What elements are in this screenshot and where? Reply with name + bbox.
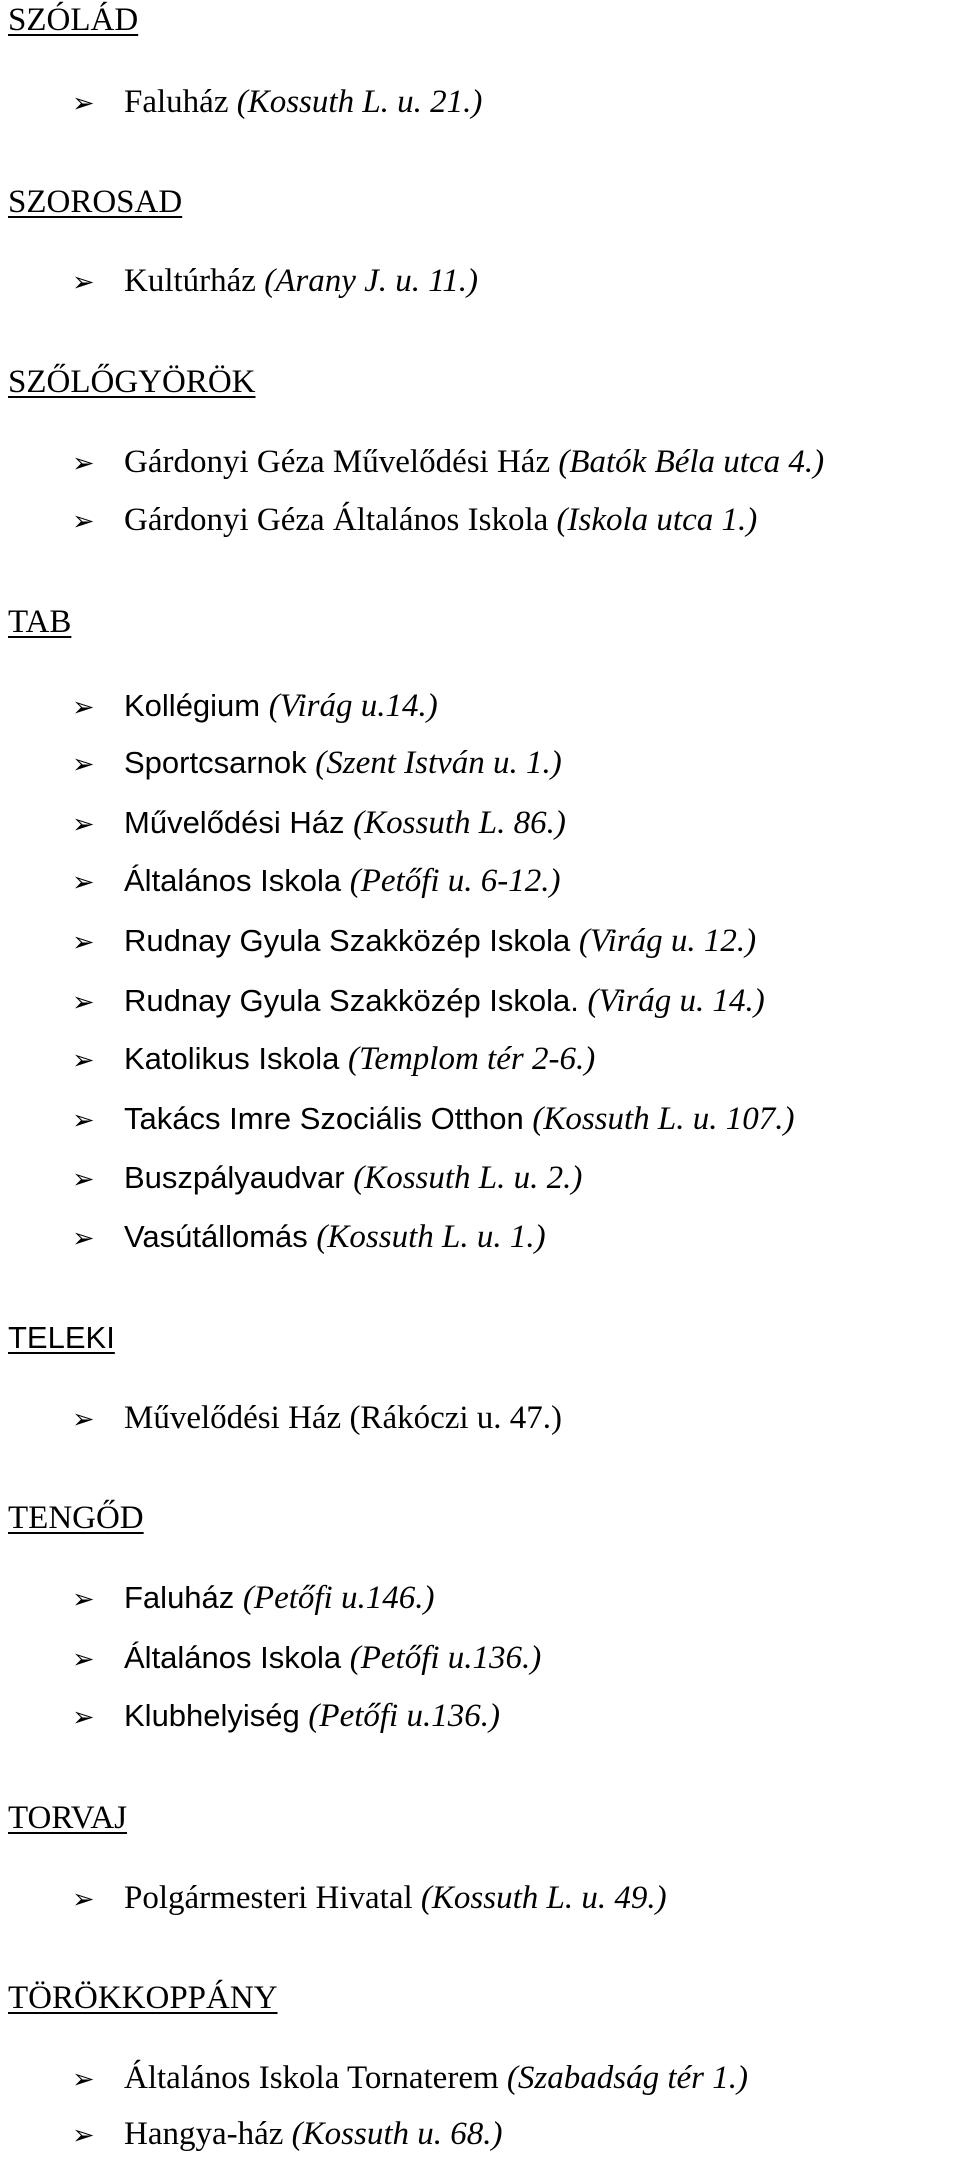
arrow-bullet-icon: ➢ (72, 809, 95, 840)
list-item (72, 1700, 500, 1733)
place-address: (Kossuth L. u. 107.) (532, 1101, 795, 1137)
place-name: Gárdonyi Géza Művelődési Ház (124, 444, 551, 480)
place-address: (Petőfi u.136.) (308, 1698, 500, 1734)
section-heading-tengod: TENGŐD (8, 1500, 144, 1536)
place-name: Kollégium (124, 688, 261, 723)
section-heading-szolad: SZÓLÁD (8, 2, 139, 38)
place-name: Művelődési Ház (124, 805, 345, 840)
arrow-bullet-icon: ➢ (72, 1644, 95, 1675)
place-address: (Petőfi u.136.) (349, 1640, 542, 1676)
place-address: (Arany J. u. 11.) (264, 263, 479, 299)
list-item (72, 1882, 667, 1915)
arrow-bullet-icon: ➢ (72, 749, 95, 780)
section-heading-szologyorok: SZŐLŐGYÖRÖK (8, 364, 256, 400)
arrow-bullet-icon: ➢ (72, 867, 95, 898)
list-item (72, 504, 757, 537)
arrow-bullet-icon: ➢ (72, 692, 95, 723)
place-address: (Virág u. 14.) (587, 983, 765, 1019)
arrow-bullet-icon: ➢ (72, 448, 95, 479)
list-item (72, 1103, 795, 1136)
place-name: Gárdonyi Géza Általános Iskola (124, 502, 549, 538)
list-item (72, 925, 756, 958)
place-name: Faluház (124, 1580, 235, 1615)
list-item (72, 1221, 546, 1254)
place-name: Katolikus Iskola (124, 1041, 340, 1076)
list-item (72, 1402, 562, 1435)
place-name: Kultúrház (124, 263, 256, 299)
list-item (72, 86, 482, 119)
arrow-bullet-icon: ➢ (72, 987, 95, 1018)
list-item (72, 1582, 434, 1615)
list-item (72, 747, 562, 780)
place-address: (Kossuth L. u. 49.) (420, 1880, 667, 1916)
place-name: Polgármesteri Hivatal (124, 1880, 413, 1916)
place-address: (Virág u. 12.) (578, 923, 757, 959)
place-name: Sportcsarnok (124, 745, 307, 780)
place-name: Rudnay Gyula Szakközép Iskola. (124, 983, 579, 1018)
place-name: Általános Iskola (124, 863, 342, 898)
place-address: (Batók Béla utca 4.) (558, 444, 825, 480)
section-heading-szorosad: SZOROSAD (8, 184, 183, 220)
list-item (72, 690, 438, 723)
place-address: (Kossuth u. 68.) (291, 2116, 503, 2152)
arrow-bullet-icon: ➢ (72, 2064, 95, 2095)
list-item (72, 1642, 541, 1675)
section-heading-tab: TAB (8, 604, 72, 640)
list-item (72, 865, 561, 898)
place-address: (Templom tér 2-6.) (348, 1041, 596, 1077)
arrow-bullet-icon: ➢ (72, 1045, 95, 1076)
place-address: (Szabadság tér 1.) (506, 2060, 748, 2096)
place-address: (Kossuth L. 86.) (353, 805, 566, 841)
arrow-bullet-icon: ➢ (72, 1164, 95, 1195)
list-item (72, 265, 478, 298)
arrow-bullet-icon: ➢ (72, 267, 95, 298)
arrow-bullet-icon: ➢ (72, 1884, 95, 1915)
list-item (72, 1043, 595, 1076)
place-address: (Kossuth L. u. 21.) (236, 84, 483, 120)
arrow-bullet-icon: ➢ (72, 927, 95, 958)
place-address: (Kossuth L. u. 2.) (353, 1160, 583, 1196)
place-name: Művelődési Ház (Rákóczi u. 47.) (124, 1400, 563, 1436)
place-name: Buszpályaudvar (124, 1160, 345, 1195)
arrow-bullet-icon: ➢ (72, 1404, 95, 1435)
place-address: (Iskola utca 1.) (556, 502, 758, 538)
place-name: Faluház (124, 84, 229, 120)
arrow-bullet-icon: ➢ (72, 1105, 95, 1136)
list-item (72, 446, 824, 479)
list-item (72, 2118, 503, 2151)
place-name: Vasútállomás (124, 1219, 308, 1254)
arrow-bullet-icon: ➢ (72, 506, 95, 537)
list-item (72, 807, 566, 840)
arrow-bullet-icon: ➢ (72, 88, 95, 119)
section-heading-torokkoppany: TÖRÖKKOPPÁNY (8, 1980, 278, 2016)
arrow-bullet-icon: ➢ (72, 2120, 95, 2151)
arrow-bullet-icon: ➢ (72, 1223, 95, 1254)
place-address: (Szent István u. 1.) (315, 745, 562, 781)
arrow-bullet-icon: ➢ (72, 1584, 95, 1615)
place-name: Takács Imre Szociális Otthon (124, 1101, 524, 1136)
place-name: Általános Iskola (124, 1640, 342, 1675)
place-name: Hangya-ház (124, 2116, 284, 2152)
place-address: (Virág u.14.) (268, 688, 438, 724)
arrow-bullet-icon: ➢ (72, 1702, 95, 1733)
place-address: (Petőfi u.146.) (242, 1580, 435, 1616)
list-item (72, 1162, 582, 1195)
place-address: (Petőfi u. 6-12.) (349, 863, 561, 899)
section-heading-teleki: TELEKI (8, 1320, 115, 1355)
place-name: Rudnay Gyula Szakközép Iskola (124, 923, 571, 958)
place-name: Klubhelyiség (124, 1698, 300, 1733)
list-item (72, 985, 765, 1018)
list-item (72, 2062, 748, 2095)
place-name: Általános Iskola Tornaterem (124, 2060, 499, 2096)
place-address: (Kossuth L. u. 1.) (316, 1219, 546, 1255)
section-heading-torvaj: TORVAJ (8, 1800, 128, 1836)
